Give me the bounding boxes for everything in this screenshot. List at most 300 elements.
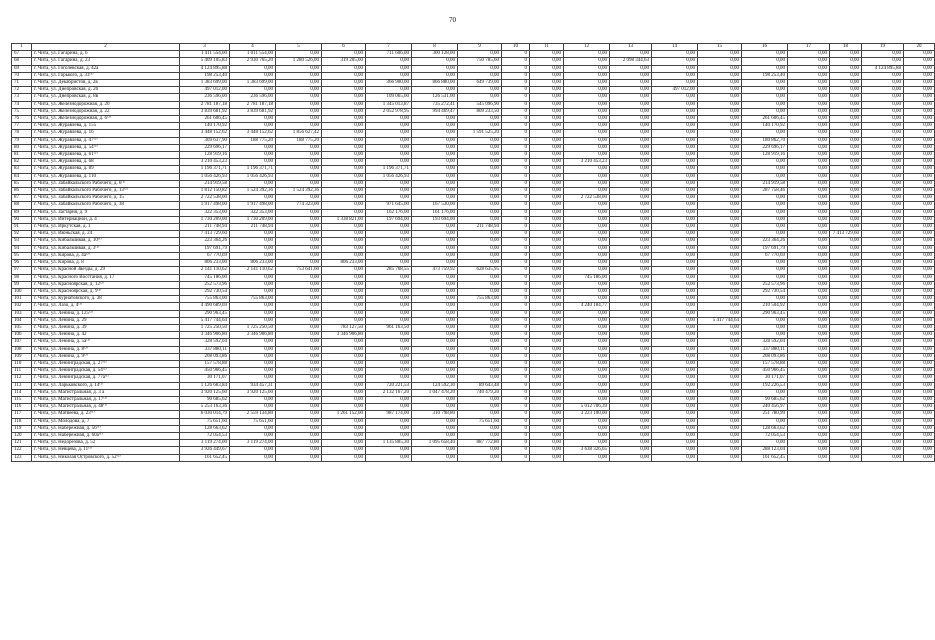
amount-cell: 0,00 — [412, 310, 458, 317]
amount-cell: 0,00 — [564, 288, 610, 295]
amount-cell: 0,00 — [564, 166, 610, 173]
table-row — [12, 72, 935, 79]
amount-cell: 1 056 426,93 — [230, 173, 276, 180]
amount-cell: 0,00 — [610, 411, 652, 418]
amount-cell: 0,00 — [322, 65, 366, 72]
amount-cell: 0,00 — [530, 353, 564, 360]
amount-cell: 0,00 — [530, 411, 564, 418]
amount-cell: 140 170,92 — [742, 123, 788, 130]
amount-cell: 288 123,04 — [742, 447, 788, 454]
amount-cell: 0,00 — [412, 137, 458, 144]
amount-cell: 0,00 — [862, 353, 904, 360]
amount-cell: 0,00 — [742, 231, 788, 238]
amount-cell: 0,00 — [276, 447, 322, 454]
amount-cell: 806 233,00 — [180, 260, 230, 267]
amount-cell: 0 — [502, 130, 530, 137]
table-row — [12, 375, 935, 382]
amount-cell: 7 413 729,60 — [180, 231, 230, 238]
amount-cell: 0,00 — [276, 72, 322, 79]
amount-cell: 3 448 152,62 — [180, 130, 230, 137]
address-cell: г. Чита, ул. Красного Восстания, д. 17 — [32, 274, 180, 281]
row-number-cell: 102 — [12, 303, 32, 310]
amount-cell: 0,00 — [830, 346, 862, 353]
row-number-cell: 94 — [12, 245, 32, 252]
amount-cell: 0,00 — [230, 152, 276, 159]
amount-cell: 0,00 — [698, 130, 742, 137]
amount-cell: 0,00 — [830, 353, 862, 360]
amount-cell: 197 691,79 — [742, 245, 788, 252]
amount-cell: 0,00 — [230, 317, 276, 324]
table-row — [12, 144, 935, 151]
amount-cell: 0,00 — [530, 339, 564, 346]
row-number-cell: 72 — [12, 87, 32, 94]
amount-cell: 0,00 — [904, 346, 935, 353]
address-cell: г. Чита, ул. Ленинградская, д. 27⁽²⁾ — [32, 360, 180, 367]
amount-cell: 0,00 — [904, 231, 935, 238]
amount-cell: 755 863,00 — [180, 296, 230, 303]
row-number-cell: 110 — [12, 360, 32, 367]
amount-cell: 0,00 — [904, 324, 935, 331]
amount-cell: 0,00 — [610, 274, 652, 281]
amount-cell: 0,00 — [322, 346, 366, 353]
amount-cell: 0,00 — [230, 231, 276, 238]
amount-cell: 0,00 — [276, 296, 322, 303]
amount-cell: 3 346 906,80 — [322, 332, 366, 339]
amount-cell: 0,00 — [276, 173, 322, 180]
amount-cell: 0,00 — [366, 274, 412, 281]
amount-cell: 0,00 — [610, 180, 652, 187]
column-number-cell: 18 — [830, 44, 862, 51]
amount-cell: 0,00 — [366, 116, 412, 123]
amount-cell: 180 862,70 — [742, 137, 788, 144]
amount-cell: 0,00 — [830, 375, 862, 382]
amount-cell: 0,00 — [366, 159, 412, 166]
amount-cell: 0,00 — [904, 87, 935, 94]
amount-cell: 0,00 — [412, 324, 458, 331]
amount-cell: 0,00 — [322, 447, 366, 454]
amount-cell: 0,00 — [530, 310, 564, 317]
amount-cell: 0,00 — [862, 368, 904, 375]
amount-cell: 0,00 — [742, 101, 788, 108]
amount-cell: 89 643,48 — [458, 382, 502, 389]
amount-cell: 0,00 — [564, 137, 610, 144]
table-row — [12, 51, 935, 58]
amount-cell: 0,00 — [230, 288, 276, 295]
amount-cell: 0,00 — [788, 418, 830, 425]
amount-cell: 0,00 — [904, 166, 935, 173]
amount-cell: 0,00 — [610, 195, 652, 202]
amount-cell: 0,00 — [862, 324, 904, 331]
amount-cell: 0,00 — [652, 260, 698, 267]
column-number-cell: 16 — [742, 44, 788, 51]
amount-cell: 0,00 — [652, 231, 698, 238]
amount-cell: 0,00 — [530, 281, 564, 288]
amount-cell: 0,00 — [412, 353, 458, 360]
amount-cell: 208 093,86 — [742, 353, 788, 360]
address-cell: г. Чита, ул. Интернацион, д. 4 — [32, 216, 180, 223]
amount-cell: 0,00 — [230, 274, 276, 281]
amount-cell: 0,00 — [652, 209, 698, 216]
amount-cell: 0,00 — [862, 360, 904, 367]
table-row — [12, 224, 935, 231]
amount-cell: 0,00 — [564, 432, 610, 439]
amount-cell: 0,00 — [830, 80, 862, 87]
amount-cell: 0,00 — [610, 260, 652, 267]
amount-cell: 497 012,00 — [180, 87, 230, 94]
amount-cell: 0,00 — [530, 440, 564, 447]
amount-cell: 0,00 — [904, 382, 935, 389]
address-cell: г. Чита, ул. Набережная, д. 60а⁽¹⁾ — [32, 432, 180, 439]
amount-cell: 0,00 — [904, 281, 935, 288]
address-cell: г. Чита, ул. Магистральная, д. 3 а — [32, 389, 180, 396]
amount-cell: 0,00 — [322, 404, 366, 411]
amount-cell: 0,00 — [652, 375, 698, 382]
amount-cell: 0,00 — [366, 303, 412, 310]
amount-cell: 0,00 — [904, 454, 935, 461]
amount-cell: 0,00 — [530, 375, 564, 382]
amount-cell: 0,00 — [530, 288, 564, 295]
amount-cell: 0,00 — [830, 317, 862, 324]
amount-cell: 0,00 — [458, 310, 502, 317]
amount-cell: 0,00 — [366, 404, 412, 411]
amount-cell: 0,00 — [458, 94, 502, 101]
amount-cell: 285 768,55 — [366, 267, 412, 274]
amount-cell: 0,00 — [652, 303, 698, 310]
amount-cell: 0,00 — [564, 440, 610, 447]
amount-cell: 0,00 — [322, 80, 366, 87]
amount-cell: 0,00 — [322, 418, 366, 425]
amount-cell: 0,00 — [862, 296, 904, 303]
table-row — [12, 108, 935, 115]
amount-cell: 0,00 — [610, 310, 652, 317]
amount-cell: 0,00 — [652, 202, 698, 209]
amount-cell: 0,00 — [788, 152, 830, 159]
column-number-cell: 6 — [322, 44, 366, 51]
amount-cell: 0 — [502, 310, 530, 317]
amount-cell: 0,00 — [412, 418, 458, 425]
amount-cell: 0,00 — [862, 317, 904, 324]
amount-cell: 0,00 — [862, 101, 904, 108]
amount-cell: 140 170,92 — [180, 123, 230, 130]
amount-cell: 0,00 — [904, 375, 935, 382]
amount-cell: 0,00 — [862, 274, 904, 281]
amount-cell: 0 — [502, 353, 530, 360]
column-number-cell: 4 — [230, 44, 276, 51]
amount-cell: 0,00 — [276, 396, 322, 403]
amount-cell: 0,00 — [904, 58, 935, 65]
amount-cell: 0,00 — [698, 180, 742, 187]
amount-cell: 0 — [502, 346, 530, 353]
amount-cell: 0,00 — [412, 195, 458, 202]
amount-cell: 0,00 — [412, 245, 458, 252]
amount-cell: 0,00 — [830, 209, 862, 216]
amount-cell: 0,00 — [530, 418, 564, 425]
amount-cell: 0,00 — [366, 368, 412, 375]
amount-cell: 0,00 — [366, 332, 412, 339]
row-number-cell: 71 — [12, 80, 32, 87]
amount-cell: 0,00 — [564, 281, 610, 288]
amount-cell: 0,00 — [322, 353, 366, 360]
amount-cell: 0,00 — [276, 245, 322, 252]
amount-cell: 0,00 — [610, 188, 652, 195]
address-cell: г. Чита, ул. Журавлева, д. 47⁽²⁾ — [32, 137, 180, 144]
amount-cell: 0,00 — [530, 173, 564, 180]
amount-cell: 1 338 821,00 — [322, 216, 366, 223]
table-row — [12, 116, 935, 123]
amount-cell: 0,00 — [830, 58, 862, 65]
amount-cell: 0,00 — [742, 87, 788, 94]
amount-cell: 0,00 — [530, 130, 564, 137]
amount-cell: 0,00 — [530, 432, 564, 439]
amount-cell: 0,00 — [862, 173, 904, 180]
amount-cell: 0,00 — [788, 224, 830, 231]
amount-cell: 109 065,00 — [366, 94, 412, 101]
amount-cell: 0,00 — [652, 418, 698, 425]
amount-cell: 3 119 274,00 — [230, 440, 276, 447]
amount-cell: 0,00 — [458, 123, 502, 130]
amount-cell: 0,00 — [652, 454, 698, 461]
amount-cell: 0,00 — [530, 267, 564, 274]
amount-cell: 0,00 — [788, 166, 830, 173]
amount-cell: 5 417 744,64 — [180, 317, 230, 324]
amount-cell: 806 233,00 — [230, 260, 276, 267]
amount-cell: 0,00 — [530, 152, 564, 159]
amount-cell: 0,00 — [788, 87, 830, 94]
amount-cell: 0,00 — [652, 245, 698, 252]
amount-cell: 3 346 906,80 — [180, 332, 230, 339]
amount-cell: 0,00 — [788, 173, 830, 180]
amount-cell: 0 — [502, 303, 530, 310]
table-row — [12, 216, 935, 223]
amount-cell: 0,00 — [698, 375, 742, 382]
amount-cell: 161 652,45 — [180, 454, 230, 461]
amount-cell: 0,00 — [322, 317, 366, 324]
amount-cell: 0,00 — [412, 72, 458, 79]
amount-cell: 0,00 — [366, 252, 412, 259]
table-row — [12, 382, 935, 389]
amount-cell: 337 880,11 — [180, 346, 230, 353]
amount-cell: 0,00 — [862, 144, 904, 151]
amount-cell: 0,00 — [862, 396, 904, 403]
amount-cell: 0,00 — [564, 346, 610, 353]
amount-cell: 0,00 — [904, 245, 935, 252]
address-cell: г. Чита, ул. Гагарина, д. 23 — [32, 58, 180, 65]
column-number-cell: 17 — [788, 44, 830, 51]
table-row — [12, 137, 935, 144]
amount-cell: 0,00 — [530, 216, 564, 223]
amount-cell: 0,00 — [862, 166, 904, 173]
amount-cell: 0,00 — [610, 238, 652, 245]
table-row — [12, 353, 935, 360]
amount-cell: 0,00 — [830, 166, 862, 173]
amount-cell: 0,00 — [652, 108, 698, 115]
amount-cell: 0,00 — [530, 252, 564, 259]
amount-cell: 0 — [502, 72, 530, 79]
amount-cell: 0,00 — [458, 202, 502, 209]
amount-cell: 0,00 — [830, 332, 862, 339]
amount-cell: 0,00 — [788, 245, 830, 252]
amount-cell: 0,00 — [458, 51, 502, 58]
amount-cell: 0 — [502, 332, 530, 339]
amount-cell: 0,00 — [698, 72, 742, 79]
amount-cell: 0,00 — [530, 166, 564, 173]
amount-cell: 0,00 — [742, 80, 788, 87]
amount-cell: 2 141 110,62 — [180, 267, 230, 274]
amount-cell: 628 635,95 — [458, 267, 502, 274]
amount-cell: 0,00 — [458, 368, 502, 375]
amount-cell: 0,00 — [788, 195, 830, 202]
address-cell: г. Чита, ул. Недорезова, д. 52 — [32, 440, 180, 447]
amount-cell: 0,00 — [530, 108, 564, 115]
amount-cell: 0,00 — [610, 173, 652, 180]
amount-cell: 0,00 — [458, 216, 502, 223]
amount-cell: 0,00 — [322, 166, 366, 173]
amount-cell: 0,00 — [862, 447, 904, 454]
amount-cell: 0,00 — [904, 188, 935, 195]
amount-cell: 0,00 — [564, 296, 610, 303]
amount-cell: 0,00 — [276, 382, 322, 389]
amount-cell: 128 663,62 — [742, 425, 788, 432]
amount-cell: 4 490 689,69 — [180, 303, 230, 310]
amount-cell: 0,00 — [366, 137, 412, 144]
amount-cell: 0 — [502, 87, 530, 94]
amount-cell: 0,00 — [564, 188, 610, 195]
amount-cell: 337 880,11 — [742, 346, 788, 353]
amount-cell: 887 772,80 — [458, 440, 502, 447]
amount-cell: 0,00 — [412, 274, 458, 281]
amount-cell: 0,00 — [322, 137, 366, 144]
amount-cell: 0 — [502, 368, 530, 375]
amount-cell: 0,00 — [276, 303, 322, 310]
amount-cell: 0,00 — [652, 173, 698, 180]
amount-cell: 0,00 — [322, 209, 366, 216]
row-number-cell: 92 — [12, 231, 32, 238]
amount-cell: 0,00 — [904, 202, 935, 209]
amount-cell: 0,00 — [276, 80, 322, 87]
amount-cell: 0,00 — [652, 252, 698, 259]
amount-cell: 971 645,00 — [366, 202, 412, 209]
row-number-cell: 85 — [12, 180, 32, 187]
amount-cell: 0,00 — [742, 108, 788, 115]
amount-cell: 0,00 — [698, 274, 742, 281]
amount-cell: 0,00 — [366, 58, 412, 65]
amount-cell: 0,00 — [862, 202, 904, 209]
amount-cell: 0,00 — [904, 195, 935, 202]
amount-cell: 0,00 — [830, 267, 862, 274]
amount-cell: 3 223 100,00 — [564, 411, 610, 418]
table-row — [12, 411, 935, 418]
table-row — [12, 202, 935, 209]
amount-cell: 0,00 — [230, 65, 276, 72]
amount-cell: 0 — [502, 51, 530, 58]
column-number-cell: 2 — [32, 44, 180, 51]
amount-cell: 0,00 — [230, 87, 276, 94]
amount-cell: 0,00 — [652, 425, 698, 432]
amount-cell: 0,00 — [862, 418, 904, 425]
amount-cell: 0,00 — [788, 389, 830, 396]
amount-cell: 0,00 — [610, 224, 652, 231]
amount-cell: 0,00 — [230, 310, 276, 317]
amount-cell: 0,00 — [788, 382, 830, 389]
amount-cell: 0 — [502, 94, 530, 101]
amount-cell: 0,00 — [652, 281, 698, 288]
amount-cell: 0,00 — [412, 188, 458, 195]
amount-cell: 0,00 — [652, 72, 698, 79]
address-cell: г. Чита, ул. Красноярская, д. 9⁽¹⁾ — [32, 288, 180, 295]
amount-cell: 0,00 — [230, 245, 276, 252]
amount-cell: 67 770,69 — [742, 252, 788, 259]
amount-cell: 0,00 — [610, 231, 652, 238]
row-number-cell: 70 — [12, 72, 32, 79]
amount-cell: 197 691,79 — [180, 245, 230, 252]
amount-cell: 0 — [502, 317, 530, 324]
address-cell: г. Чита, ул. Ленинградская, д. 54⁽²⁾ — [32, 368, 180, 375]
amount-cell: 0,00 — [830, 144, 862, 151]
amount-cell: 0,00 — [458, 288, 502, 295]
address-cell: г. Чита, ул. Июньская, д. 24 — [32, 231, 180, 238]
amount-cell: 0,00 — [862, 454, 904, 461]
amount-cell: 0,00 — [862, 440, 904, 447]
amount-cell: 0,00 — [564, 375, 610, 382]
table-row — [12, 324, 935, 331]
row-number-cell: 68 — [12, 58, 32, 65]
address-cell: г. Чита, ул. Кибальчивая, д. 10⁽¹⁾ — [32, 238, 180, 245]
amount-cell: 0,00 — [742, 65, 788, 72]
amount-cell: 0,00 — [830, 224, 862, 231]
amount-cell: 774 323,00 — [276, 202, 322, 209]
amount-cell: 497 012,00 — [652, 87, 698, 94]
amount-cell: 0,00 — [862, 332, 904, 339]
amount-cell: 0,00 — [366, 188, 412, 195]
amount-cell: 0,00 — [788, 339, 830, 346]
amount-cell: 0,00 — [904, 123, 935, 130]
amount-cell: 0,00 — [458, 180, 502, 187]
amount-cell: 0,00 — [458, 65, 502, 72]
amount-cell: 0,00 — [412, 152, 458, 159]
amount-cell: 0,00 — [276, 324, 322, 331]
address-cell: г. Чита, ул. Матвеева, д. 23⁽¹⁾ — [32, 411, 180, 418]
amount-cell: 5 417 744,64 — [698, 317, 742, 324]
amount-cell: 0,00 — [322, 310, 366, 317]
amount-cell: 0,00 — [276, 346, 322, 353]
amount-cell: 210 504,92 — [742, 303, 788, 310]
row-number-cell: 112 — [12, 375, 32, 382]
amount-cell: 0,00 — [366, 432, 412, 439]
amount-cell: 3 638 326,65 — [564, 447, 610, 454]
row-number-cell: 82 — [12, 159, 32, 166]
amount-cell: 1 383 699,00 — [180, 80, 230, 87]
address-cell: г. Чита, ул. Набережная, д. 56⁽¹⁾ — [32, 425, 180, 432]
amount-cell: 750 785,60 — [458, 58, 502, 65]
amount-cell: 0,00 — [830, 260, 862, 267]
column-number-cell: 9 — [458, 44, 502, 51]
amount-cell: 0,00 — [564, 267, 610, 274]
amount-cell: 0,00 — [458, 152, 502, 159]
table-row — [12, 296, 935, 303]
amount-cell: 0,00 — [830, 101, 862, 108]
amount-cell: 0,00 — [788, 108, 830, 115]
amount-cell: 0,00 — [530, 94, 564, 101]
amount-cell: 7 413 729,60 — [830, 231, 862, 238]
amount-cell: 1 591 525,20 — [458, 130, 502, 137]
amount-cell: 0 — [502, 101, 530, 108]
address-cell: г. Чита, ул. Журавлева, д. 110 — [32, 173, 180, 180]
amount-cell: 0,00 — [698, 65, 742, 72]
amount-cell: 214 919,58 — [742, 180, 788, 187]
amount-cell: 0,00 — [698, 58, 742, 65]
amount-cell: 0,00 — [610, 447, 652, 454]
amount-cell: 0,00 — [366, 317, 412, 324]
